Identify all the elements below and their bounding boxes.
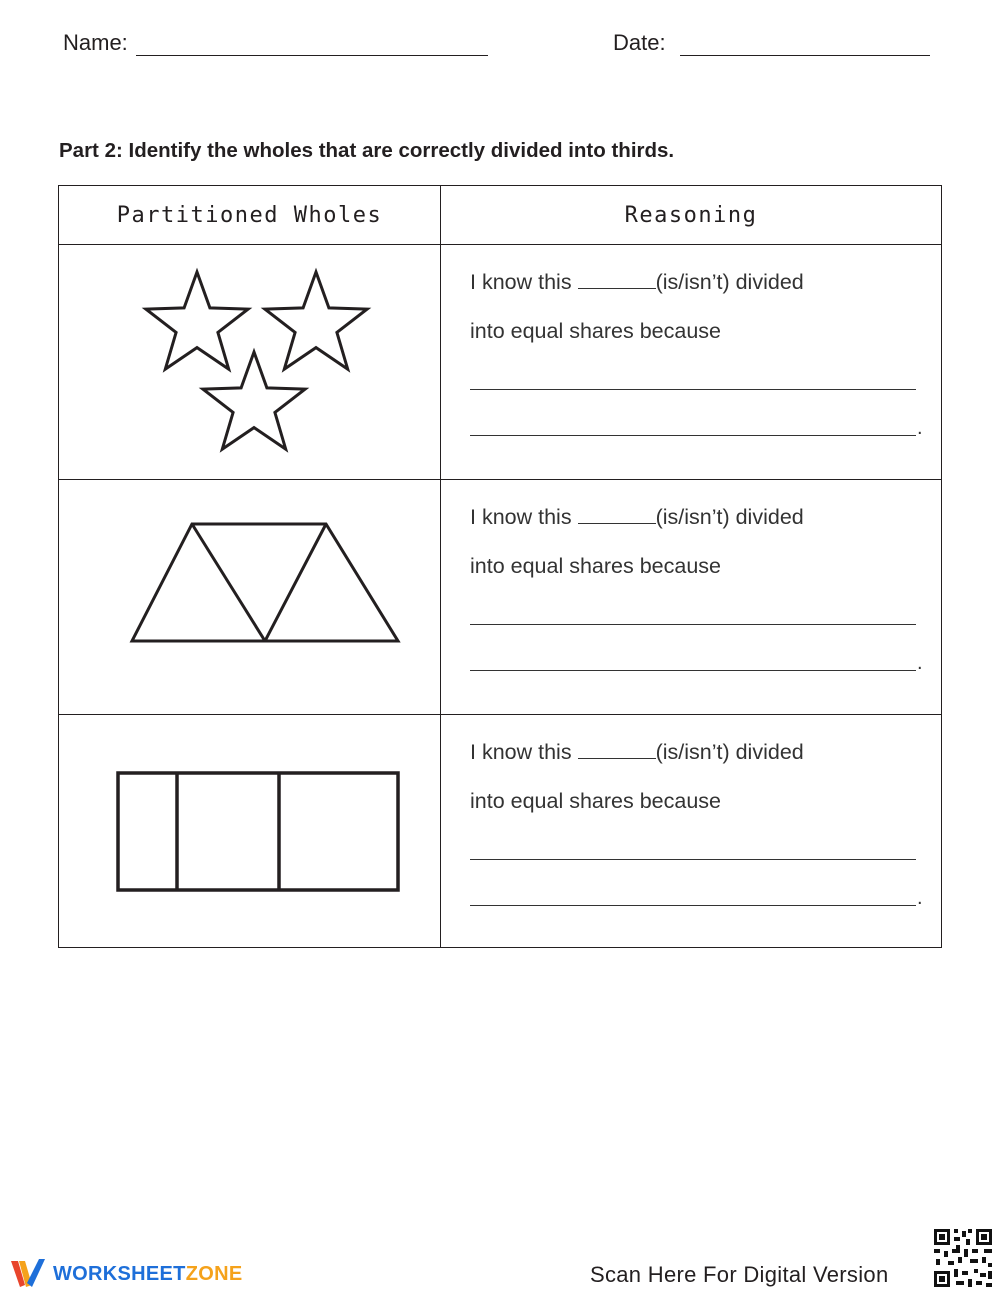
reason-continuation: into equal shares because [470, 319, 722, 343]
date-field[interactable] [613, 30, 930, 56]
writing-line[interactable] [470, 905, 916, 906]
reasoning-cell [441, 480, 942, 715]
answer-blank[interactable] [578, 505, 656, 524]
answer-blank[interactable] [578, 270, 656, 289]
trapezoid-shape [59, 480, 441, 714]
table-row [59, 715, 942, 948]
reason-choice: (is/isn’t) divided [655, 270, 804, 294]
shape-cell [59, 480, 441, 715]
w-logo-icon [11, 1259, 47, 1289]
shape-cell [59, 715, 441, 948]
reason-choice: (is/isn’t) divided [655, 505, 804, 529]
brand-word-worksheet: WORKSHEET [53, 1262, 186, 1285]
column-header-wholes: Partitioned Wholes [59, 186, 441, 245]
trapezoid-outline [132, 524, 398, 641]
date-blank-line[interactable] [680, 33, 930, 56]
name-label: Name: [63, 30, 128, 55]
scan-here-text: Scan Here For Digital Version [590, 1262, 889, 1287]
table-header-row [59, 186, 942, 245]
writing-line[interactable] [470, 389, 916, 390]
reasoning-cell [441, 245, 942, 480]
table-row [59, 480, 942, 715]
part-title: Part 2: Identify the wholes that are correctly divided into thirds. [59, 139, 675, 162]
table-row [59, 245, 942, 480]
reason-continuation: into equal shares because [470, 554, 722, 578]
rectangle-shape [59, 715, 441, 947]
reason-continuation: into equal shares because [470, 789, 722, 813]
trapezoid-divider-left [192, 524, 265, 641]
end-period: . [917, 887, 923, 909]
worksheet-zone-logo [11, 1259, 242, 1289]
reason-intro: I know this [470, 505, 572, 529]
reason-intro: I know this [470, 740, 572, 764]
name-field[interactable] [63, 30, 488, 56]
writing-line[interactable] [470, 435, 916, 436]
rectangle-outline [118, 773, 398, 890]
reason-intro: I know this [470, 270, 572, 294]
column-header-reasoning: Reasoning [441, 186, 942, 245]
star-right [265, 272, 367, 369]
date-label: Date: [613, 30, 666, 55]
shape-cell [59, 245, 441, 480]
trapezoid-divider-right [265, 524, 326, 641]
writing-line[interactable] [470, 859, 916, 860]
brand-word-zone: ZONE [185, 1262, 243, 1285]
end-period: . [917, 652, 923, 674]
writing-line[interactable] [470, 670, 916, 671]
writing-line[interactable] [470, 624, 916, 625]
name-blank-line[interactable] [136, 33, 488, 56]
star-left [146, 272, 248, 369]
qr-code-icon[interactable] [932, 1227, 994, 1289]
reason-choice: (is/isn’t) divided [655, 740, 804, 764]
three-stars-shape [59, 245, 441, 479]
end-period: . [917, 417, 923, 439]
worksheet-table [58, 185, 942, 948]
answer-blank[interactable] [578, 740, 656, 759]
reasoning-cell [441, 715, 942, 948]
